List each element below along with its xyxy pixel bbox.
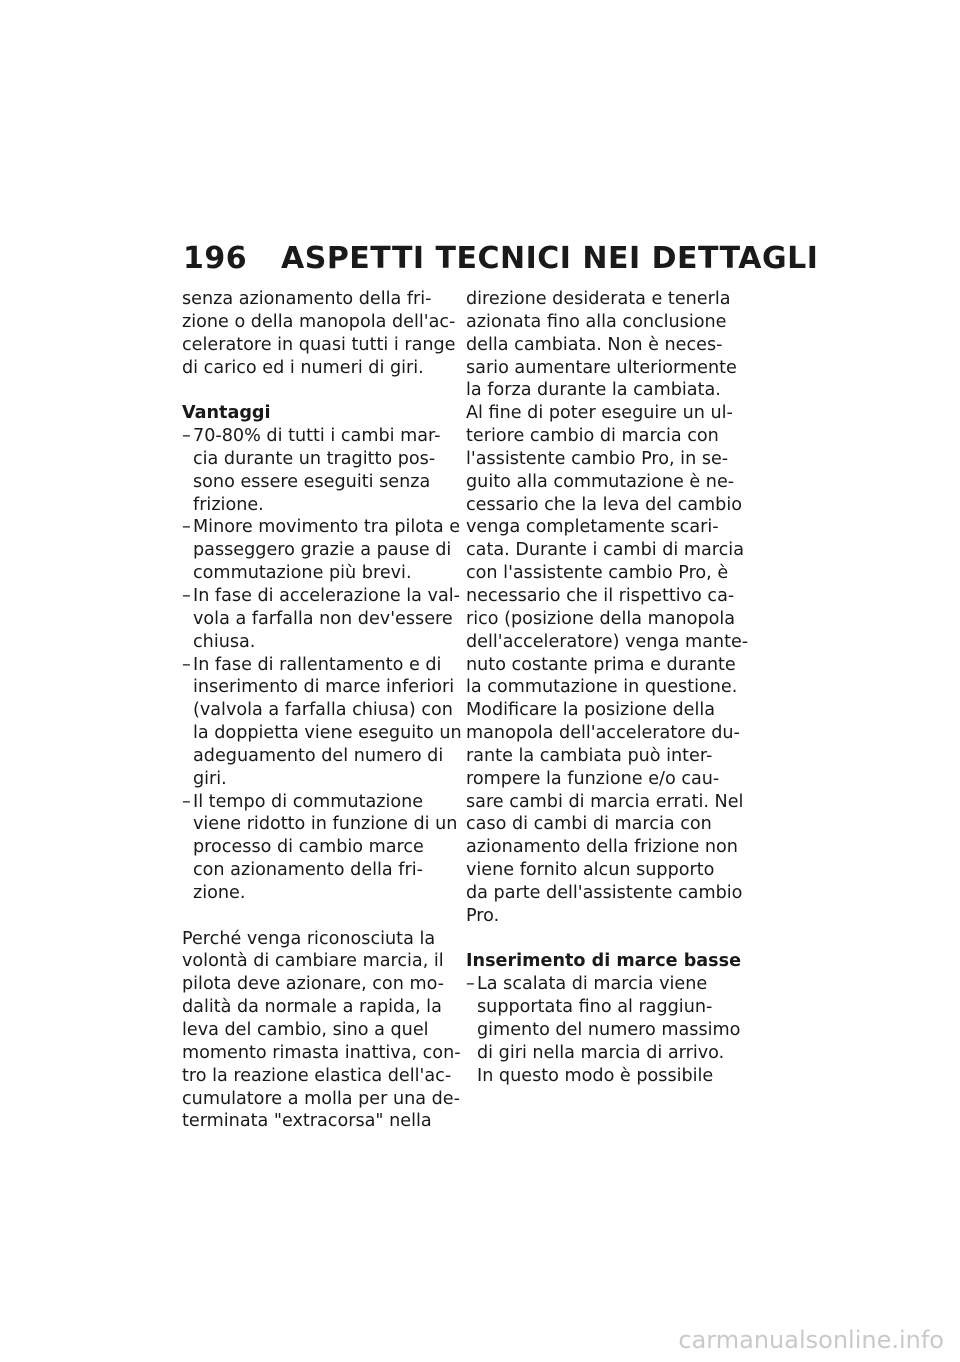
page-number: 196	[183, 241, 248, 276]
section-heading-vantaggi: Vantaggi	[182, 403, 271, 424]
left-column	[182, 288, 462, 1133]
body-paragraph: direzione desiderata e tenerla azionata fino alla conclusione della cambiata. Non è neces- sario aumentare ulteriormente la forza durante la cambiata. Al fine di poter eseguire un ul- teriore cambio di marcia con l'assistente cambio Pro, in se- guito alla commutazione è ne- cessario che la leva del cambio venga completamente scari- cata. Durante i cambi di marcia con l'assistente cambio Pro, è necessario che il rispettivo ca- rico (posizione della manopola dell'acceleratore) venga mante- nuto costante prima e durante la commutazione in questione. Modificare la posizione della manopola dell'acceleratore du- rante la cambiata può inter- rompere la funzione e/o cau- sare cambi di marcia errati. Nel caso di cambi di marcia con azionamento della frizione non viene fornito alcun supporto da parte dell'assistente cambio Pro.	[466, 289, 749, 926]
list-item: – In fase di accelerazione la val- vola a farfalla non dev'essere chiusa.	[182, 585, 460, 652]
intro-paragraph	[182, 288, 456, 379]
list-item: – Il tempo di commutazione viene ridotto in funzione di un processo di cambio marce con azionamento della fri- zione.	[182, 791, 458, 903]
text-line: zione o della manopola dell'ac-	[182, 311, 456, 332]
bullet-list	[182, 425, 462, 905]
list-item: – In fase di rallentamento e di inserimento di marce inferiori (valvola a farfalla chiusa) con la doppietta viene eseguito un adeguamento del numero di giri.	[182, 654, 462, 789]
section-heading-inserimento: Inserimento di marce basse	[466, 951, 742, 972]
page-header	[183, 241, 818, 276]
list-item: – La scalata di marcia viene supportata fino al raggiun- gimento del numero massimo di giri nella marcia di arrivo. In questo modo è possibile	[466, 974, 741, 1086]
body-paragraph: Perché venga riconosciuta la volontà di cambiare marcia, il pilota deve azionare, con mo- dalità da normale a rapida, la leva del cambio, sino a quel momento rimasta inattiva, con- tro la reazione elastica dell'ac- cumulatore a molla per una de- terminata "extracorsa" nella	[182, 928, 461, 1132]
text-line: di carico ed i numeri di giri.	[182, 357, 424, 378]
page-title: ASPETTI TECNICI NEI DETTAGLI	[281, 241, 819, 276]
text-line: senza azionamento della fri-	[182, 289, 432, 309]
watermark: carmanualsonline.info	[678, 1326, 944, 1354]
list-item: – 70-80% di tutti i cambi mar- cia durante un tragitto pos- sono essere eseguiti senza frizione.	[182, 426, 441, 515]
text-line: celeratore in quasi tutti i range	[182, 334, 456, 355]
right-column	[466, 288, 749, 1088]
list-item: – Minore movimento tra pilota e passeggero grazie a pause di commutazione più brevi.	[182, 517, 461, 584]
